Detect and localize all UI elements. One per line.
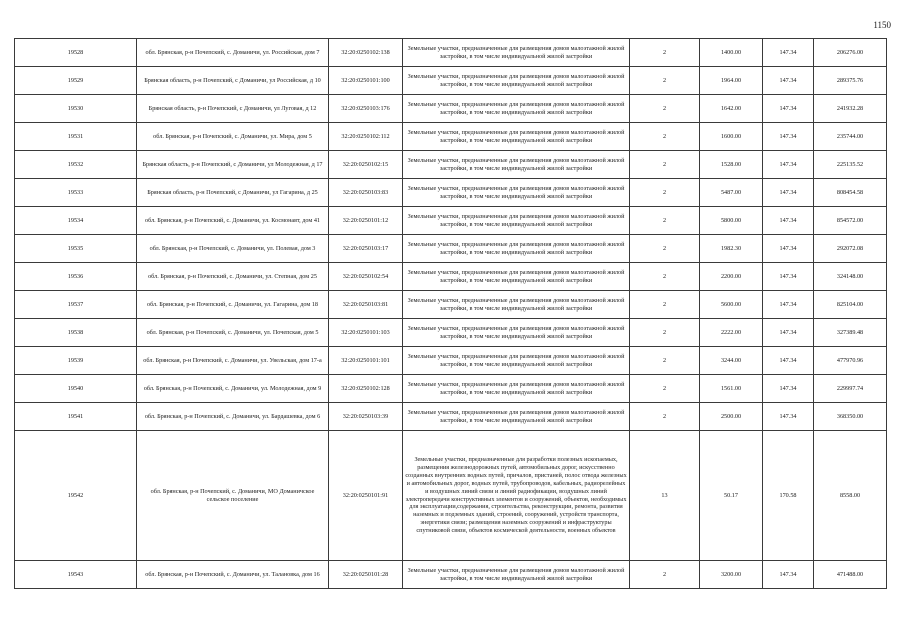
group-cell: 2	[630, 123, 700, 151]
address-cell: обл. Брянская, р-н Почепский, с. Доманичи, ул. Молодежная, дом 9	[137, 375, 329, 403]
cadastral-value-cell: 808454.58	[814, 179, 887, 207]
cadastral-number-cell: 32:20:0250101:12	[329, 207, 403, 235]
group-cell: 2	[630, 179, 700, 207]
cadastral-number-cell: 32:20:0250102:138	[329, 39, 403, 67]
land-use-cell: Земельные участки, предназначенные для размещения домов малоэтажной жилой застройки, в том числе индивидуальной жилой застройки	[403, 403, 630, 431]
cadastral-number-cell: 32:20:0250102:112	[329, 123, 403, 151]
record-number: 19542	[15, 431, 137, 561]
table-body	[15, 39, 887, 589]
table-row	[15, 347, 887, 375]
cadastral-number-cell: 32:20:0250103:176	[329, 95, 403, 123]
table-row	[15, 375, 887, 403]
group-cell: 2	[630, 375, 700, 403]
record-number: 19529	[15, 67, 137, 95]
table-row	[15, 151, 887, 179]
table-row	[15, 207, 887, 235]
cadastral-value-cell: 477970.96	[814, 347, 887, 375]
record-number: 19531	[15, 123, 137, 151]
record-number: 19536	[15, 263, 137, 291]
land-use-cell: Земельные участки, предназначенные для разработки полезных ископаемых, размещения железнодорожных путей, автомобильных дорог, искусственно созданных внутренних водных путей, причалов, пристаней, полос отвода железных и автомобильных дорог, водных путей, трубопроводов, кабельных, радиорелейных и воздушных линий связи и линий радиофикации, воздушных линий электропередачи конструктивных элементов и сооружений, объектов, необходимых для эксплуатации,содержания, строительства, реконструкции, ремонта, развития наземных и подземных зданий, строений, сооружений, устройств транспорта, энергетики связи; размещения наземных сооружений и инфраструктуры спутниковой связи, объектов космической деятельности, военных объектов	[403, 431, 630, 561]
cadastral-number-cell: 32:20:0250102:54	[329, 263, 403, 291]
land-cadastral-value-table	[14, 38, 887, 589]
group-cell: 2	[630, 67, 700, 95]
record-number: 19537	[15, 291, 137, 319]
area-cell: 2200.00	[700, 263, 763, 291]
address-cell: обл. Брянская, р-н Почепский, с. Доманичи, ул. Степная, дом 25	[137, 263, 329, 291]
land-use-cell: Земельные участки, предназначенные для размещения домов малоэтажной жилой застройки, в том числе индивидуальной жилой застройки	[403, 319, 630, 347]
record-number: 19535	[15, 235, 137, 263]
area-cell: 1561.00	[700, 375, 763, 403]
area-cell: 5800.00	[700, 207, 763, 235]
address-cell: обл. Брянская, р-н Почепский, с. Доманичи, ул. Талановка, дом 16	[137, 561, 329, 589]
land-use-cell: Земельные участки, предназначенные для размещения домов малоэтажной жилой застройки, в том числе индивидуальной жилой застройки	[403, 263, 630, 291]
cadastral-value-cell: 229997.74	[814, 375, 887, 403]
land-use-cell: Земельные участки, предназначенные для размещения домов малоэтажной жилой застройки, в том числе индивидуальной жилой застройки	[403, 235, 630, 263]
cadastral-number-cell: 32:20:0250103:17	[329, 235, 403, 263]
group-cell: 2	[630, 347, 700, 375]
land-use-cell: Земельные участки, предназначенные для размещения домов малоэтажной жилой застройки, в том числе индивидуальной жилой застройки	[403, 375, 630, 403]
rate-cell: 147.34	[763, 561, 814, 589]
area-cell: 3200.00	[700, 561, 763, 589]
land-use-cell: Земельные участки, предназначенные для размещения домов малоэтажной жилой застройки, в том числе индивидуальной жилой застройки	[403, 179, 630, 207]
record-number: 19528	[15, 39, 137, 67]
cadastral-value-cell: 8558.00	[814, 431, 887, 561]
address-cell: обл. Брянская, р-н Почепский, с. Доманичи, ул. Гагарина, дом 18	[137, 291, 329, 319]
rate-cell: 170.58	[763, 431, 814, 561]
land-use-cell: Земельные участки, предназначенные для размещения домов малоэтажной жилой застройки, в том числе индивидуальной жилой застройки	[403, 291, 630, 319]
rate-cell: 147.34	[763, 39, 814, 67]
table-row	[15, 431, 887, 561]
area-cell: 1400.00	[700, 39, 763, 67]
cadastral-value-cell: 206276.00	[814, 39, 887, 67]
group-cell: 2	[630, 151, 700, 179]
record-number: 19533	[15, 179, 137, 207]
cadastral-value-cell: 368350.00	[814, 403, 887, 431]
area-cell: 1982.30	[700, 235, 763, 263]
cadastral-value-cell: 825104.00	[814, 291, 887, 319]
cadastral-number-cell: 32:20:0250102:128	[329, 375, 403, 403]
land-use-cell: Земельные участки, предназначенные для размещения домов малоэтажной жилой застройки, в том числе индивидуальной жилой застройки	[403, 207, 630, 235]
area-cell: 2222.00	[700, 319, 763, 347]
cadastral-value-cell: 225135.52	[814, 151, 887, 179]
address-cell: обл. Брянская, р-н Почепский, с. Доманичи, МО Доманичское сельское поселение	[137, 431, 329, 561]
area-cell: 1964.00	[700, 67, 763, 95]
cadastral-number-cell: 32:20:0250101:91	[329, 431, 403, 561]
group-cell: 2	[630, 319, 700, 347]
land-use-cell: Земельные участки, предназначенные для размещения домов малоэтажной жилой застройки, в том числе индивидуальной жилой застройки	[403, 67, 630, 95]
rate-cell: 147.34	[763, 291, 814, 319]
rate-cell: 147.34	[763, 151, 814, 179]
cadastral-number-cell: 32:20:0250101:101	[329, 347, 403, 375]
group-cell: 2	[630, 39, 700, 67]
cadastral-value-cell: 241932.28	[814, 95, 887, 123]
rate-cell: 147.34	[763, 235, 814, 263]
cadastral-value-cell: 289375.76	[814, 67, 887, 95]
group-cell: 2	[630, 207, 700, 235]
record-number: 19540	[15, 375, 137, 403]
record-number: 19530	[15, 95, 137, 123]
record-number: 19538	[15, 319, 137, 347]
group-cell: 2	[630, 403, 700, 431]
area-cell: 50.17	[700, 431, 763, 561]
address-cell: обл. Брянская, р-н Почепский, с. Доманичи, ул. Полевая, дом 3	[137, 235, 329, 263]
group-cell: 13	[630, 431, 700, 561]
table-row	[15, 403, 887, 431]
cadastral-value-cell: 292072.08	[814, 235, 887, 263]
address-cell: Брянская область, р-н Почепский, с Доманичи, ул Гагарина, д 25	[137, 179, 329, 207]
rate-cell: 147.34	[763, 347, 814, 375]
address-cell: обл. Брянская, р-н Почепский, с. Доманичи, ул. Увельская, дом 17-а	[137, 347, 329, 375]
rate-cell: 147.34	[763, 179, 814, 207]
area-cell: 2500.00	[700, 403, 763, 431]
address-cell: обл. Брянская, р-н Почепский, с. Доманичи, ул. Почепская, дом 5	[137, 319, 329, 347]
address-cell: Брянская область, р-н Почепский, с Доманичи, ул Российская, д 10	[137, 67, 329, 95]
group-cell: 2	[630, 291, 700, 319]
table-row	[15, 319, 887, 347]
table-row	[15, 263, 887, 291]
record-number: 19539	[15, 347, 137, 375]
rate-cell: 147.34	[763, 95, 814, 123]
rate-cell: 147.34	[763, 375, 814, 403]
record-number: 19534	[15, 207, 137, 235]
cadastral-number-cell: 32:20:0250101:103	[329, 319, 403, 347]
table-row	[15, 123, 887, 151]
group-cell: 2	[630, 561, 700, 589]
record-number: 19532	[15, 151, 137, 179]
rate-cell: 147.34	[763, 319, 814, 347]
area-cell: 1600.00	[700, 123, 763, 151]
cadastral-value-cell: 324148.00	[814, 263, 887, 291]
land-use-cell: Земельные участки, предназначенные для размещения домов малоэтажной жилой застройки, в том числе индивидуальной жилой застройки	[403, 123, 630, 151]
rate-cell: 147.34	[763, 403, 814, 431]
address-cell: обл. Брянская, р-н Почепский, с. Доманичи, ул. Мира, дом 5	[137, 123, 329, 151]
cadastral-number-cell: 32:20:0250103:83	[329, 179, 403, 207]
address-cell: Брянская область, р-н Почепский, с Доманичи, ул Луговая, д 12	[137, 95, 329, 123]
cadastral-number-cell: 32:20:0250101:100	[329, 67, 403, 95]
land-use-cell: Земельные участки, предназначенные для размещения домов малоэтажной жилой застройки, в том числе индивидуальной жилой застройки	[403, 151, 630, 179]
area-cell: 1642.00	[700, 95, 763, 123]
area-cell: 5487.00	[700, 179, 763, 207]
cadastral-value-cell: 235744.00	[814, 123, 887, 151]
cadastral-value-cell: 854572.00	[814, 207, 887, 235]
rate-cell: 147.34	[763, 263, 814, 291]
land-use-cell: Земельные участки, предназначенные для размещения домов малоэтажной жилой застройки, в том числе индивидуальной жилой застройки	[403, 95, 630, 123]
land-use-cell: Земельные участки, предназначенные для размещения домов малоэтажной жилой застройки, в том числе индивидуальной жилой застройки	[403, 347, 630, 375]
group-cell: 2	[630, 95, 700, 123]
land-use-cell: Земельные участки, предназначенные для размещения домов малоэтажной жилой застройки, в том числе индивидуальной жилой застройки	[403, 561, 630, 589]
record-number: 19541	[15, 403, 137, 431]
record-number: 19543	[15, 561, 137, 589]
cadastral-number-cell: 32:20:0250103:81	[329, 291, 403, 319]
page-number: 1150	[873, 20, 891, 30]
area-cell: 5600.00	[700, 291, 763, 319]
group-cell: 2	[630, 235, 700, 263]
address-cell: Брянская область, р-н Почепский, с Доманичи, ул Молодежная, д 17	[137, 151, 329, 179]
land-use-cell: Земельные участки, предназначенные для размещения домов малоэтажной жилой застройки, в том числе индивидуальной жилой застройки	[403, 39, 630, 67]
table-row	[15, 561, 887, 589]
table-row	[15, 291, 887, 319]
table-row	[15, 179, 887, 207]
table-row	[15, 235, 887, 263]
rate-cell: 147.34	[763, 123, 814, 151]
area-cell: 1528.00	[700, 151, 763, 179]
table-row	[15, 95, 887, 123]
cadastral-number-cell: 32:20:0250101:28	[329, 561, 403, 589]
cadastral-number-cell: 32:20:0250103:39	[329, 403, 403, 431]
cadastral-value-cell: 471488.00	[814, 561, 887, 589]
cadastral-number-cell: 32:20:0250102:15	[329, 151, 403, 179]
cadastral-value-cell: 327389.48	[814, 319, 887, 347]
table-row	[15, 67, 887, 95]
address-cell: обл. Брянская, р-н Почепский, с. Доманичи, ул. Российская, дом 7	[137, 39, 329, 67]
address-cell: обл. Брянская, р-н Почепский, с. Доманичи, ул. Бардашевка, дом 6	[137, 403, 329, 431]
rate-cell: 147.34	[763, 207, 814, 235]
table-row	[15, 39, 887, 67]
group-cell: 2	[630, 263, 700, 291]
address-cell: обл. Брянская, р-н Почепский, с. Доманичи, ул. Космонавт, дом 41	[137, 207, 329, 235]
rate-cell: 147.34	[763, 67, 814, 95]
area-cell: 3244.00	[700, 347, 763, 375]
